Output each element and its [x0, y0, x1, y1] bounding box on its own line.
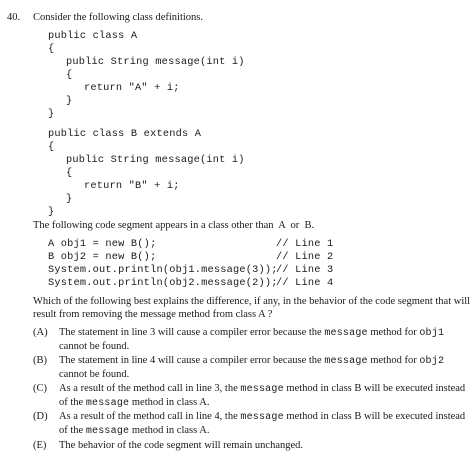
- code-line: {: [66, 69, 73, 81]
- code-run: message: [85, 397, 130, 409]
- code-line: public String message(int i): [66, 154, 245, 166]
- segment-line-comment: // Line 3: [276, 264, 334, 276]
- code-line: return "A" + i;: [84, 82, 180, 94]
- code-run: message: [85, 425, 130, 437]
- choice-letter: (A): [33, 327, 48, 338]
- code-run: message: [240, 412, 284, 423]
- text-run: The behavior of the code segment will remain unchanged.: [59, 440, 304, 451]
- choice-letter: (E): [33, 440, 47, 451]
- choice-letter: (B): [33, 355, 47, 366]
- segment-code-line: System.out.println(obj1.message(3));: [48, 264, 278, 276]
- code-line: public class B extends A: [48, 128, 202, 140]
- choice-text: [59, 383, 469, 410]
- code-line: {: [48, 43, 55, 55]
- text-run: method for: [367, 327, 420, 338]
- text-run: B: [354, 411, 362, 422]
- text-run: As a result of the method call in line 3, the: [59, 383, 241, 394]
- code-run: message: [240, 384, 284, 395]
- code-line: }: [66, 95, 73, 107]
- text-run: cannot be found.: [59, 368, 130, 380]
- segment-line-comment: // Line 4: [276, 277, 334, 289]
- code-line: return "B" + i;: [84, 180, 180, 192]
- code-run: obj2: [419, 356, 445, 367]
- text-run: B: [354, 383, 362, 394]
- code-line: public String message(int i): [66, 56, 245, 68]
- choice-text: [59, 327, 469, 353]
- code-line: {: [48, 141, 55, 153]
- segment-code-line: System.out.println(obj2.message(2));: [48, 277, 278, 289]
- choice-text: [59, 440, 469, 453]
- segment-line-comment: // Line 2: [276, 251, 334, 263]
- code-run: message: [324, 356, 368, 367]
- code-line: public class A: [48, 30, 138, 42]
- code-line: {: [66, 167, 73, 179]
- choice-letter: (D): [33, 411, 48, 422]
- text-run: As a result of the method call in line 4, the: [59, 411, 241, 422]
- text-run: A: [199, 424, 207, 436]
- choice-text: [59, 411, 469, 438]
- question-number: 40.: [7, 12, 21, 23]
- code-line: }: [66, 193, 73, 205]
- question-text: Which of the following best explains the difference, if any, in the behavior of the code segment that will result from removing the message method from class A ?: [33, 296, 471, 320]
- choice-text: [59, 355, 469, 381]
- text-run: The statement in line 3 will cause a compiler error because the: [59, 327, 325, 338]
- text-run: .: [206, 396, 210, 408]
- question-prompt: Consider the following class definitions.: [33, 12, 204, 23]
- text-run: .: [206, 424, 210, 436]
- text-run: will be executed instead of the: [59, 383, 466, 408]
- segment-line-comment: // Line 1: [276, 238, 334, 250]
- text-run: method in class: [283, 383, 355, 394]
- text-run: method in class: [283, 411, 355, 422]
- segment-code-line: B obj2 = new B();: [48, 251, 157, 263]
- text-run: method for: [367, 355, 420, 366]
- code-line: }: [48, 108, 55, 120]
- code-run: obj1: [419, 328, 445, 339]
- text-run: method in class: [129, 396, 200, 408]
- text-run: The statement in line 4 will cause a compiler error because the: [59, 355, 325, 366]
- segment-intro: The following code segment appears in a class other than A or B.: [33, 220, 315, 231]
- code-run: message: [324, 328, 368, 339]
- text-run: cannot be found.: [59, 340, 130, 352]
- code-line: }: [48, 206, 55, 218]
- text-run: will be executed instead of the: [59, 411, 466, 436]
- choice-letter: (C): [33, 383, 47, 394]
- segment-code-line: A obj1 = new B();: [48, 238, 157, 250]
- text-run: method in class: [129, 424, 200, 436]
- text-run: A: [199, 396, 207, 408]
